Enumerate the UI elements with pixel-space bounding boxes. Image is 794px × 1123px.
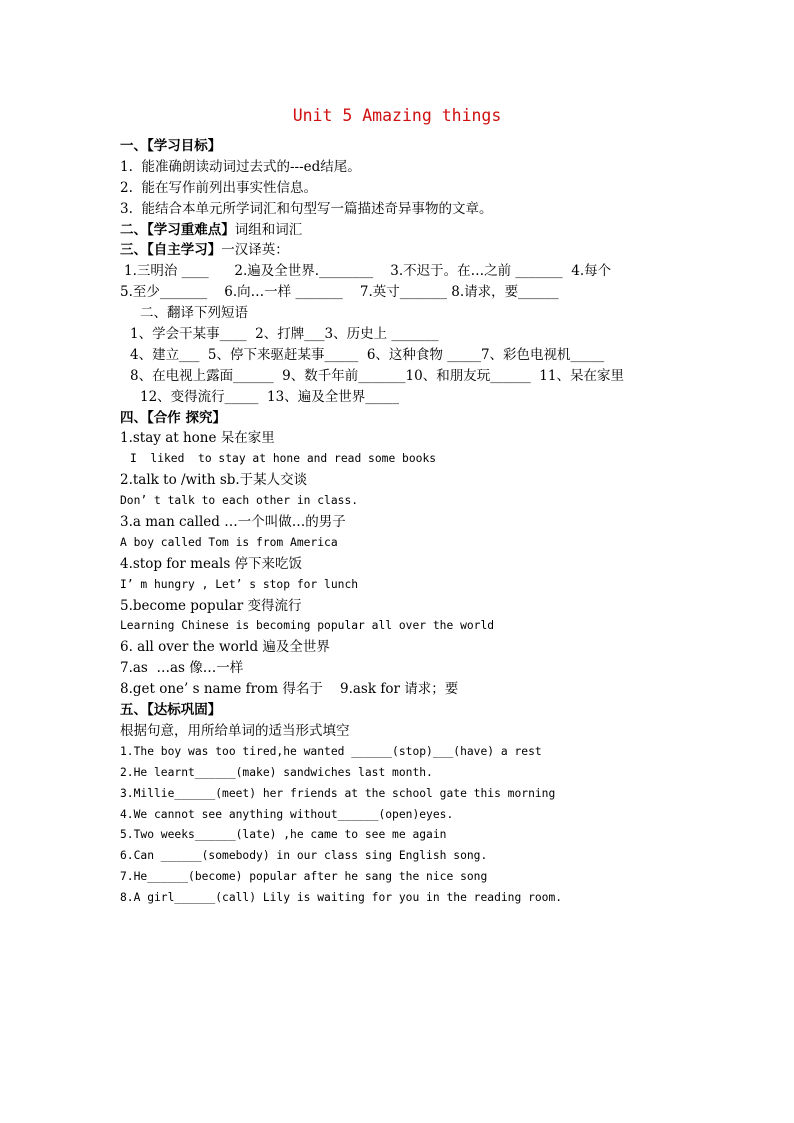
vocab-line-2: 5.至少_______ 6.向…一样 _______ 7.英寸_______ 8.请求，要______ xyxy=(120,284,559,301)
exercise-item-3: 3.Millie______(meet) her friends at the school gate this morning xyxy=(120,786,556,800)
section1-heading: 一、【学习目标】 xyxy=(120,138,222,154)
exercise-item-1: 1.The boy was too tired,he wanted ______(stop)___(have) a rest xyxy=(120,744,542,758)
section5-heading: 五、【达标巩固】 xyxy=(120,702,222,719)
example-sentence: I liked to stay at hone and read some books xyxy=(130,452,437,466)
page-title: Unit 5 Amazing things xyxy=(292,106,502,125)
phrase-item: 8.get one’ s name from 得名于 9.ask for 请求；要 xyxy=(120,681,459,698)
phrase-line-4: 12、变得流行_____ 13、遍及全世界_____ xyxy=(140,388,399,405)
example-sentence: I’ m hungry , Let’ s stop for lunch xyxy=(120,577,359,591)
example-sentence: A boy called Tom is from America xyxy=(120,535,338,549)
phrase-item: 6. all over the world 遍及全世界 xyxy=(120,639,330,656)
objective-item-1: 1. 能准确朗读动词过去式的---ed结尾。 xyxy=(120,158,361,175)
section4-heading: 四、【合作 探究】 xyxy=(120,409,226,426)
exercise-item-4: 4.We cannot see anything without______(open)eyes. xyxy=(120,807,454,821)
phrase-line-3: 8、在电视上露面______ 9、数千年前_______10、和朋友玩______ 11、呆在家里 xyxy=(130,367,624,384)
objective-item-2: 2. 能在写作前列出事实性信息。 xyxy=(120,179,317,196)
phrase-item: 5.become popular 变得流行 xyxy=(120,597,302,614)
worksheet-content xyxy=(120,136,680,909)
phrase-item: 4.stop for meals 停下来吃饭 xyxy=(120,555,303,572)
example-sentence: Don’ t talk to each other in class. xyxy=(120,494,359,508)
phrase-item: 7.as …as 像…一样 xyxy=(120,660,244,677)
section2-heading: 二、【学习重难点】 xyxy=(120,221,235,238)
phrase-item: 3.a man called …一个叫做…的男子 xyxy=(120,514,346,531)
phrase-item: 2.talk to /with sb.于某人交谈 xyxy=(120,472,308,489)
example-sentence: Learning Chinese is becoming popular all over the world xyxy=(120,619,495,633)
section3-heading: 三、【自主学习】 xyxy=(120,242,222,259)
section3-text: 一汉译英： xyxy=(221,242,289,259)
phrase-line-1: 1、学会干某事____ 2、打牌___3、历史上 _______ xyxy=(130,326,439,343)
exercise-item-8: 8.A girl______(call) Lily is waiting for you in the reading room. xyxy=(120,891,563,905)
objective-item-3: 3. 能结合本单元所学词汇和句型写一篇描述奇异事物的文章。 xyxy=(120,200,493,217)
exercise-instruction: 根据句意，用所给单词的适当形式填空 xyxy=(120,722,350,739)
exercise-item-5: 5.Two weeks______(late) ,he came to see me again xyxy=(120,828,447,842)
phrase-heading: 二、翻译下列短语 xyxy=(140,305,248,322)
exercise-item-2: 2.He learnt______(make) sandwiches last month. xyxy=(120,765,433,779)
exercise-item-7: 7.He______(become) popular after he sang the nice song xyxy=(120,870,488,884)
vocab-line-1: 1.三明治 ____ 2.遍及全世界.________ 3.不迟于。在…之前 _______ 4.每个 xyxy=(124,263,612,280)
section3-line xyxy=(120,240,680,261)
section2-text: 词组和词汇 xyxy=(234,221,303,238)
section2-line xyxy=(120,220,680,241)
phrase-item: 1.stay at hone 呆在家里 xyxy=(120,430,275,447)
exercise-item-6: 6.Can ______(somebody) in our class sing English song. xyxy=(120,849,488,863)
phrase-line-2: 4、建立___ 5、停下来驱赶某事_____ 6、这种食物 _____7、彩色电视机_____ xyxy=(130,346,605,363)
